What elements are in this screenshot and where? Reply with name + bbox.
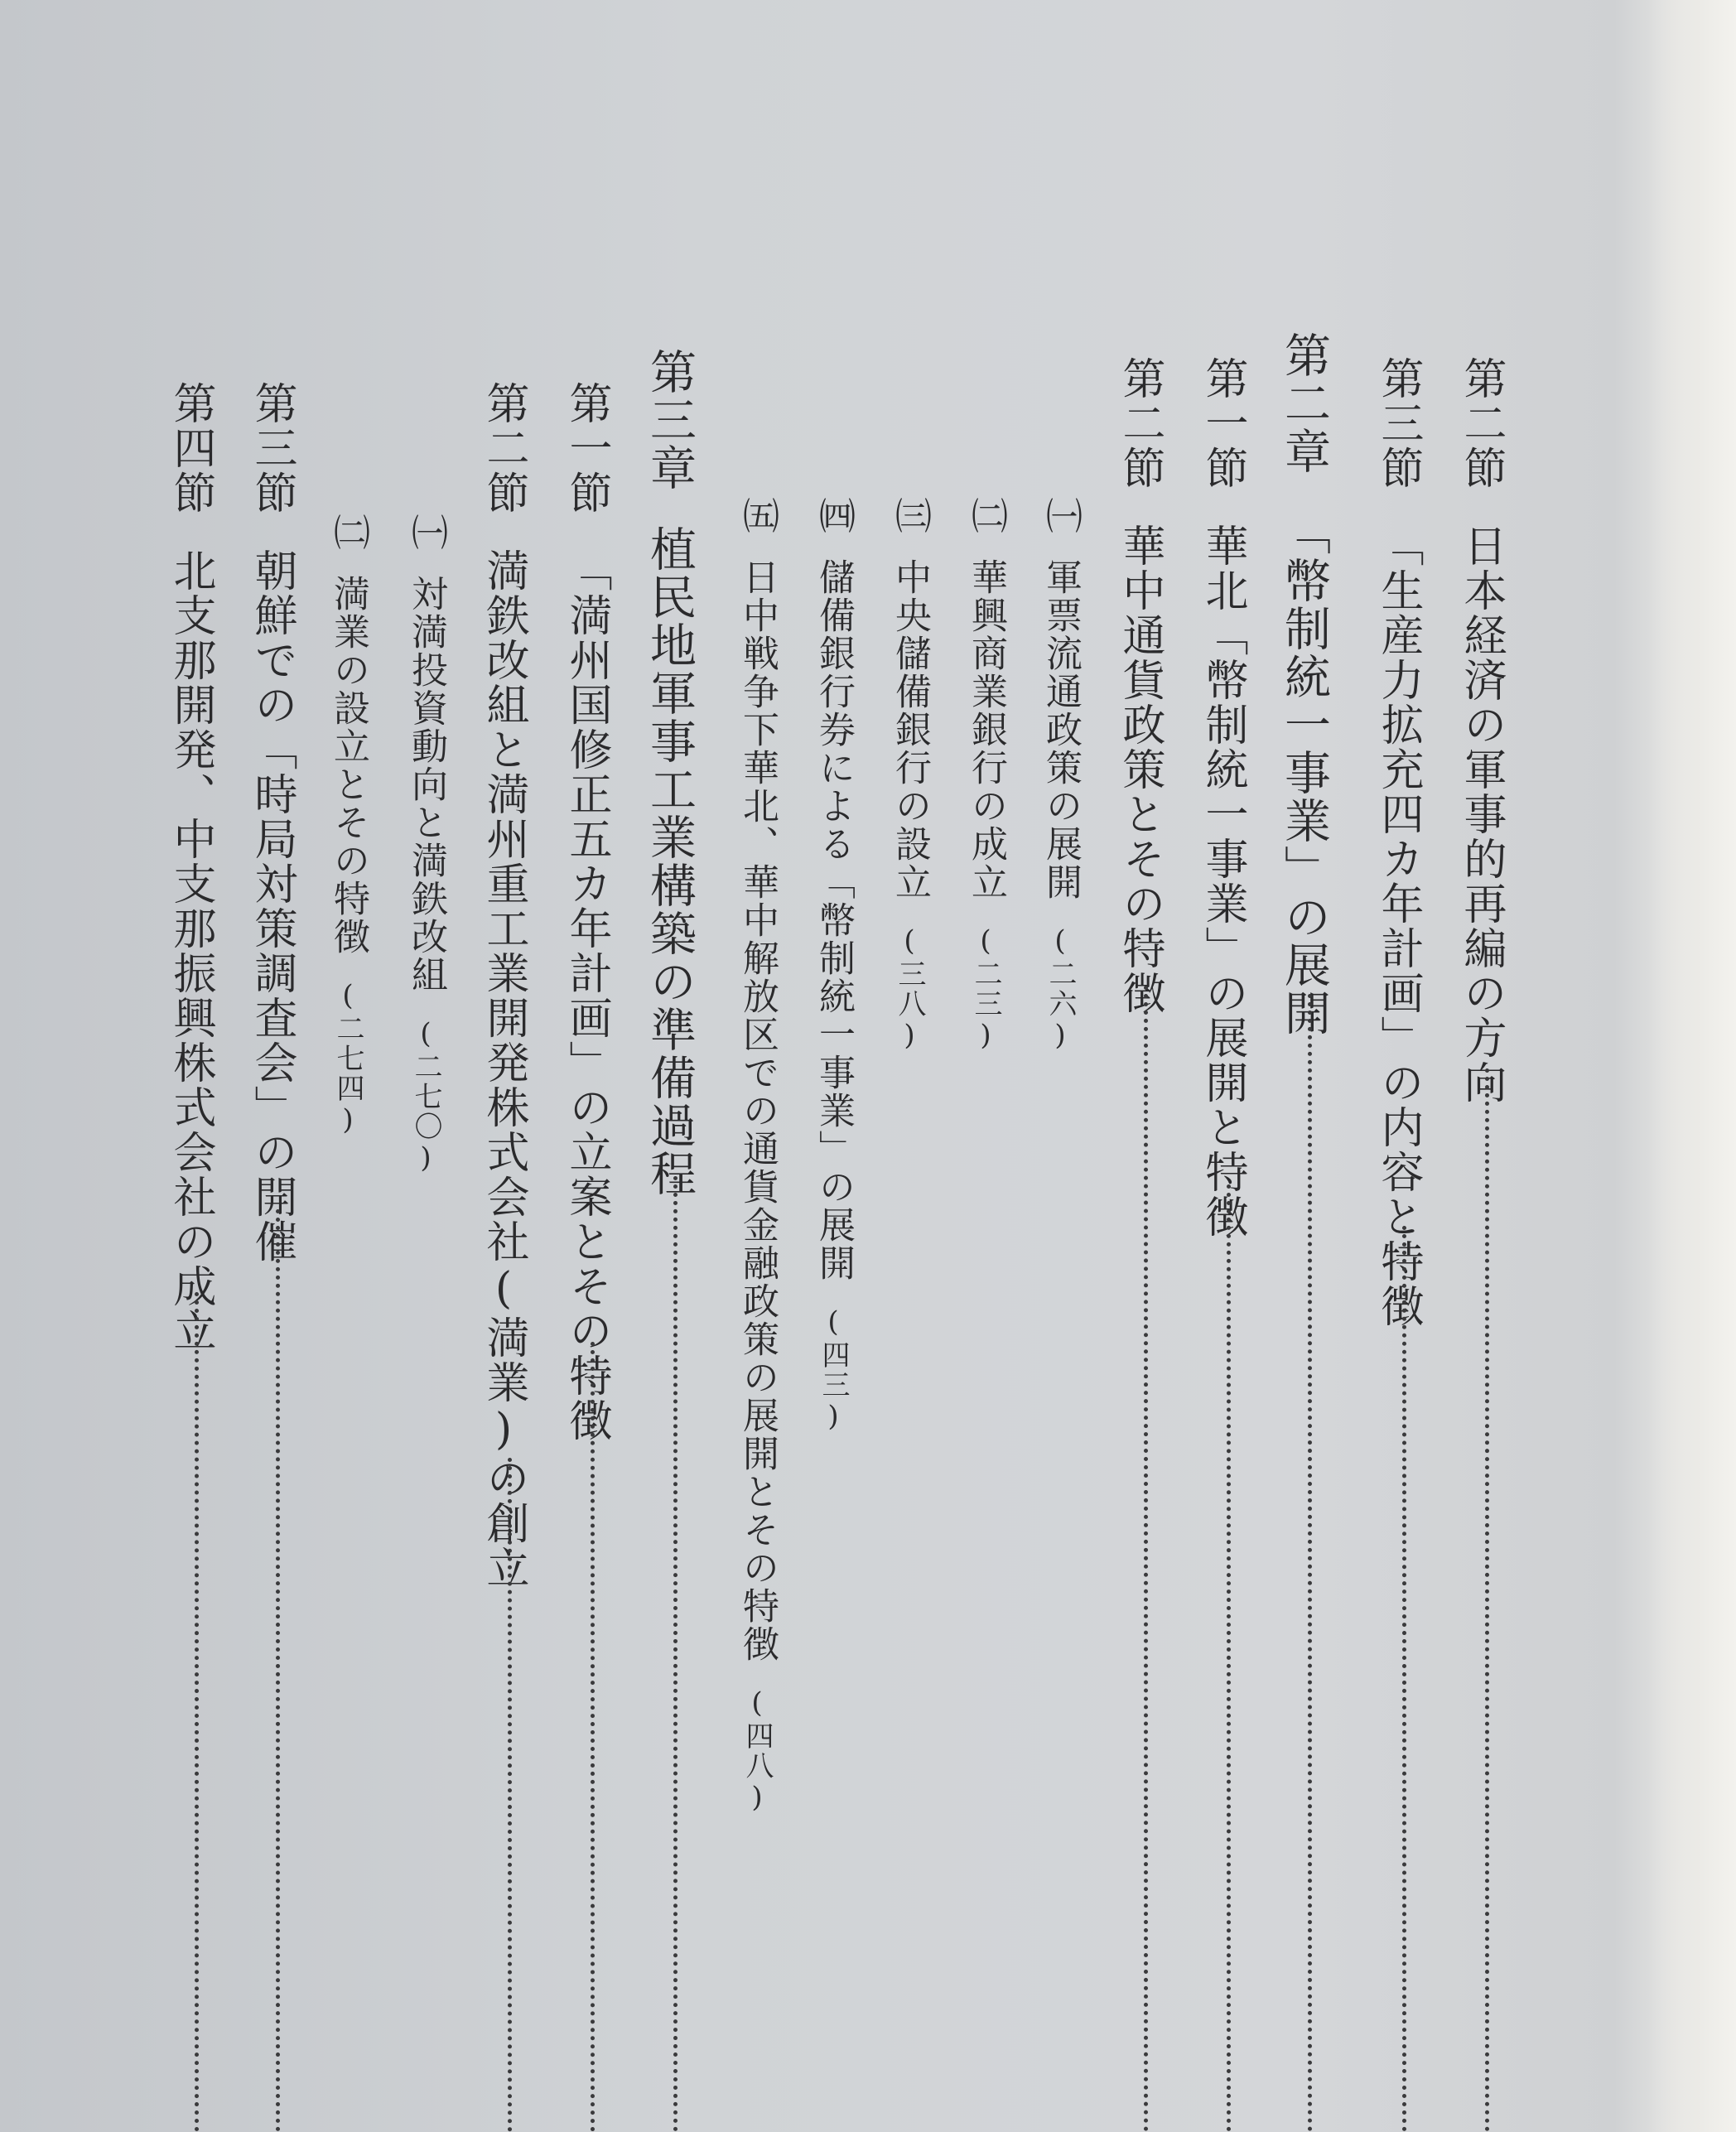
toc-marker: 第四節 [166,381,215,515]
toc-subentry-8 [813,497,855,1435]
toc-entry-3 [1198,356,1247,1239]
leader-dots [1485,1068,1489,2132]
toc-title: 華北「幣制統一事業」の展開と特徴 [1198,523,1247,1239]
toc-entry-1 [1373,356,1423,1329]
toc-marker: ㈢ [889,497,931,535]
toc-entry-0 [1456,356,1506,1105]
toc-entry-10 [643,348,697,1198]
toc-title: 「生産力拡充四カ年計画」の内容と特徴 [1373,523,1423,1329]
toc-subentry-6 [965,497,1007,1054]
toc-page: (二三) [969,924,1002,1054]
toc-title: 軍票流通政策の展開 [1039,558,1082,901]
toc-entry-12 [479,381,528,1590]
toc-title: 「満州国修正五カ年計画」の立案とその特徴 [562,548,611,1443]
toc-subentry-14 [327,514,369,1138]
toc-page: (四三) [817,1305,850,1435]
toc-entry-11 [562,381,611,1443]
toc-subentry-7 [889,497,931,1054]
leader-dots [1308,994,1312,2132]
toc-marker: ㈤ [736,497,779,535]
toc-title: 華興商業銀行の成立 [965,558,1007,901]
leader-dots [591,1342,595,2132]
toc-title: 「幣制統一事業」の展開 [1277,509,1331,1037]
toc-marker: 第二節 [479,381,528,515]
leader-dots [276,1209,280,2132]
toc-title: 日中戦争下華北、華中解放区での通貨金融政策の展開とその特徴 [736,558,779,1663]
toc-marker: 第二節 [1456,356,1506,490]
toc-page: (二六) [1044,924,1077,1054]
leader-dots [1144,986,1148,2132]
toc-marker: ㈠ [405,514,447,552]
toc-title: 日本経済の軍事的再編の方向 [1456,523,1506,1105]
toc-subentry-5 [1039,497,1082,1054]
toc-marker: 第一節 [562,381,611,515]
toc-entry-15 [247,381,297,1264]
toc-title: 朝鮮での「時局対策調査会」の開催 [247,548,297,1264]
toc-marker: 第二章 [1277,331,1331,475]
toc-page: (二七四) [331,979,364,1138]
toc-marker: 第二節 [1115,356,1165,490]
toc-page: (二七〇) [409,1017,442,1176]
leader-dots [195,1292,199,2132]
toc-marker: 第三章 [643,348,697,492]
toc-title: 植民地軍事工業構築の準備過程 [643,525,697,1198]
toc-title: 満業の設立とその特徴 [327,575,369,956]
toc-marker: 第一節 [1198,356,1247,490]
toc-page: (三八) [893,924,926,1054]
toc-title: 中央儲備銀行の設立 [889,558,931,901]
leader-dots [508,1458,512,2132]
toc-marker: ㈡ [327,514,369,552]
leader-dots [1227,1184,1231,2132]
toc-marker: ㈡ [965,497,1007,535]
toc-marker: 第三節 [247,381,297,515]
toc-subentry-9 [736,497,779,1816]
toc-page: (四八) [740,1686,774,1816]
toc-title: 対満投資動向と満鉄改組 [405,575,447,994]
toc-title: 華中通貨政策とその特徴 [1115,523,1165,1015]
toc-title: 満鉄改組と満州重工業開発株式会社(満業)の創立 [479,548,528,1590]
toc-marker: ㈣ [813,497,855,535]
toc-entry-16 [166,381,215,1353]
toc-entry-2 [1277,331,1331,1037]
toc-marker: ㈠ [1039,497,1082,535]
leader-dots [673,1176,678,2132]
toc-subentry-13 [405,514,447,1176]
toc-title: 儲備銀行券による「幣制統一事業」の展開 [813,558,855,1282]
toc-marker: 第三節 [1373,356,1423,490]
toc-entry-4 [1115,356,1165,1015]
leader-dots [1402,1226,1406,2132]
toc-title: 北支那開発、中支那振興株式会社の成立 [166,548,215,1353]
